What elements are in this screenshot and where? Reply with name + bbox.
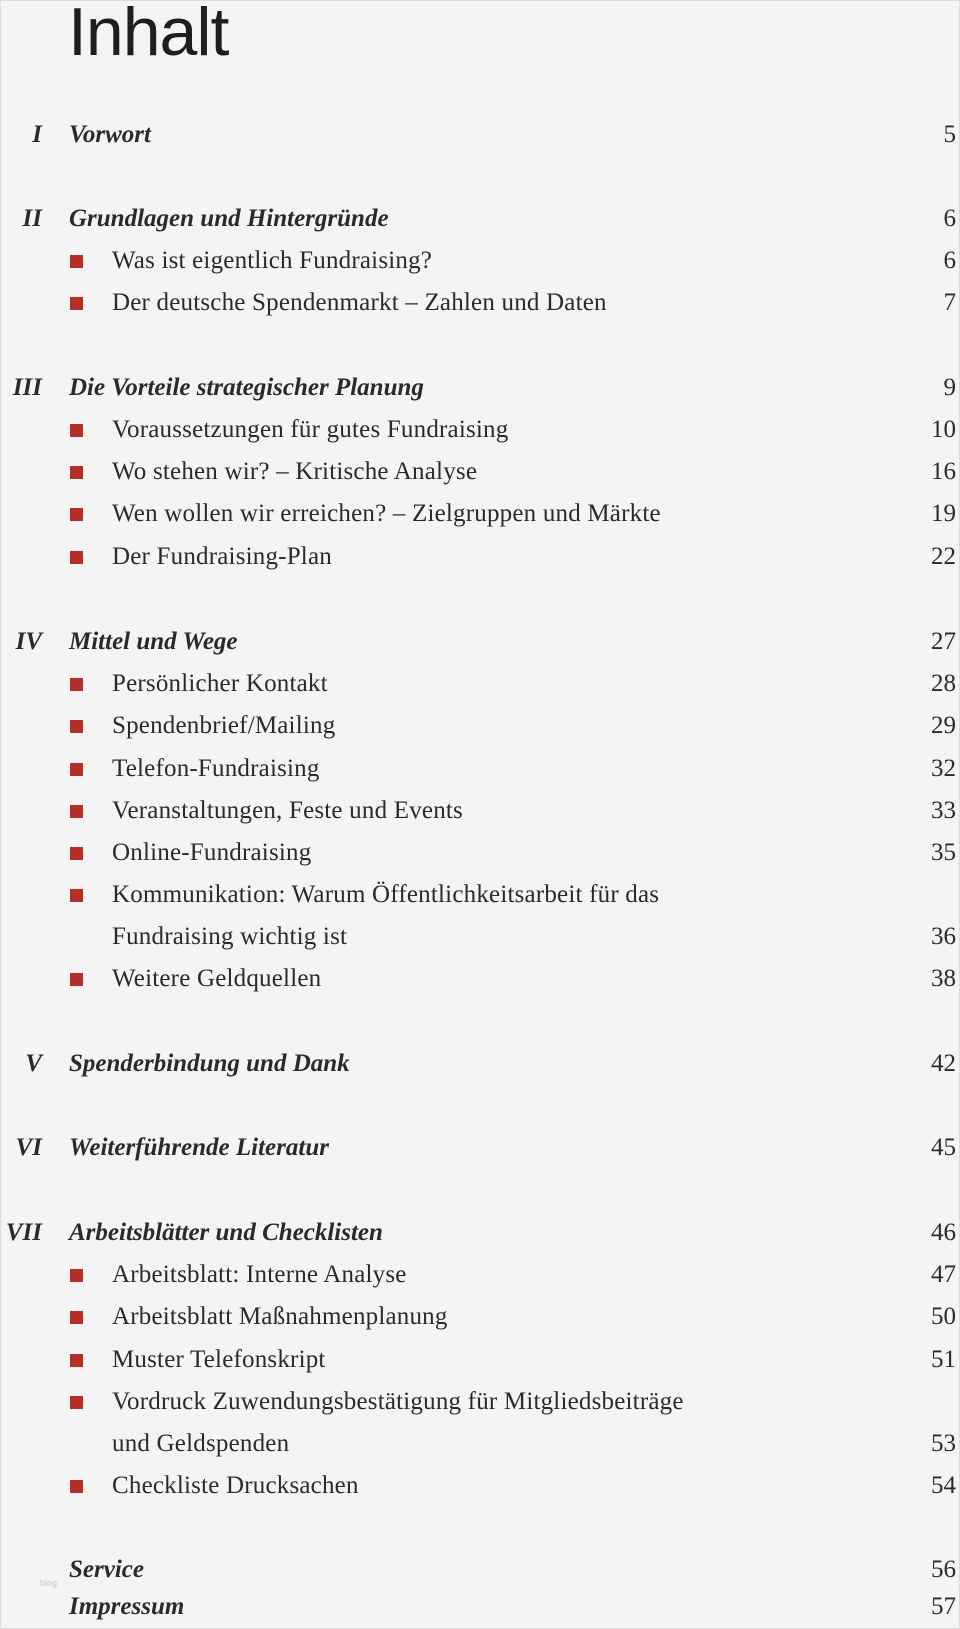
entry-title: Spendenbrief/Mailing bbox=[112, 712, 336, 739]
entry-title: Online-Fundraising bbox=[112, 839, 312, 866]
toc-entry[interactable] bbox=[0, 452, 960, 492]
toc-entry[interactable] bbox=[0, 706, 960, 746]
page-number: 42 bbox=[931, 1050, 956, 1077]
entry-title: Was ist eigentlich Fundraising? bbox=[112, 247, 433, 274]
bullet-square-icon bbox=[70, 255, 83, 268]
bullet-square-icon bbox=[70, 1480, 83, 1493]
entry-title-continuation: und Geldspenden bbox=[112, 1430, 290, 1457]
bullet-square-icon bbox=[70, 973, 83, 986]
toc-entry-continuation[interactable] bbox=[0, 917, 960, 957]
bullet-square-icon bbox=[70, 1269, 83, 1282]
page-number: 5 bbox=[943, 121, 956, 148]
toc-chapter[interactable] bbox=[0, 1213, 960, 1253]
entry-title: Voraussetzungen für gutes Fundraising bbox=[112, 416, 509, 443]
toc-entry[interactable] bbox=[0, 791, 960, 831]
watermark: blog bbox=[40, 1578, 58, 1588]
chapter-numeral: VII bbox=[5, 1219, 42, 1246]
bullet-square-icon bbox=[70, 297, 83, 310]
page-number: 7 bbox=[943, 289, 956, 316]
page-title: Inhalt bbox=[68, 0, 229, 70]
toc-chapter[interactable] bbox=[0, 1044, 960, 1084]
toc-entry[interactable] bbox=[0, 1340, 960, 1380]
entry-title: Telefon-Fundraising bbox=[112, 755, 320, 782]
page-number: 9 bbox=[943, 374, 956, 401]
chapter-title: Vorwort bbox=[69, 121, 151, 148]
chapter-numeral: VI bbox=[15, 1134, 42, 1161]
page-number: 50 bbox=[931, 1303, 956, 1330]
appendix-title: Service bbox=[69, 1556, 144, 1583]
entry-title: Veranstaltungen, Feste und Events bbox=[112, 797, 463, 824]
page-number: 46 bbox=[931, 1219, 956, 1246]
toc-chapter[interactable] bbox=[0, 115, 960, 155]
chapter-numeral: IV bbox=[15, 628, 42, 655]
chapter-numeral: V bbox=[25, 1050, 42, 1077]
chapter-title: Arbeitsblätter und Checklisten bbox=[69, 1219, 383, 1246]
bullet-square-icon bbox=[70, 847, 83, 860]
page-number: 36 bbox=[931, 923, 956, 950]
toc-entry[interactable] bbox=[0, 1382, 960, 1422]
chapter-title: Die Vorteile strategischer Planung bbox=[69, 374, 424, 401]
bullet-square-icon bbox=[70, 1396, 83, 1409]
page-number: 38 bbox=[931, 965, 956, 992]
entry-title: Kommunikation: Warum Öffentlichkeitsarbeit für das bbox=[112, 881, 660, 908]
bullet-square-icon bbox=[70, 424, 83, 437]
page-number: 57 bbox=[931, 1593, 956, 1620]
toc-entry[interactable] bbox=[0, 1466, 960, 1506]
entry-title: Arbeitsblatt Maßnahmenplanung bbox=[112, 1303, 448, 1330]
bullet-square-icon bbox=[70, 805, 83, 818]
page-number: 51 bbox=[931, 1346, 956, 1373]
entry-title: Persönlicher Kontakt bbox=[112, 670, 328, 697]
toc-entry[interactable] bbox=[0, 410, 960, 450]
entry-title: Checkliste Drucksachen bbox=[112, 1472, 359, 1499]
bullet-square-icon bbox=[70, 1311, 83, 1324]
chapter-numeral: III bbox=[12, 374, 42, 401]
page-number: 19 bbox=[931, 500, 956, 527]
toc-entry[interactable] bbox=[0, 1255, 960, 1295]
chapter-title: Spenderbindung und Dank bbox=[69, 1050, 350, 1077]
entry-title: Muster Telefonskript bbox=[112, 1346, 326, 1373]
toc-chapter[interactable] bbox=[0, 622, 960, 662]
page-number: 45 bbox=[931, 1134, 956, 1161]
page-number: 32 bbox=[931, 755, 956, 782]
toc-entry[interactable] bbox=[0, 749, 960, 789]
page-number: 29 bbox=[931, 712, 956, 739]
bullet-square-icon bbox=[70, 551, 83, 564]
toc-entry[interactable] bbox=[0, 494, 960, 534]
toc-entry[interactable] bbox=[0, 959, 960, 999]
toc-appendix-impressum[interactable] bbox=[0, 1587, 960, 1627]
toc-entry[interactable] bbox=[0, 875, 960, 915]
toc-entry[interactable] bbox=[0, 833, 960, 873]
page-number: 6 bbox=[943, 205, 956, 232]
toc-appendix-service[interactable] bbox=[0, 1550, 960, 1590]
page-number: 35 bbox=[931, 839, 956, 866]
page-number: 28 bbox=[931, 670, 956, 697]
chapter-title: Mittel und Wege bbox=[69, 628, 238, 655]
toc-entry[interactable] bbox=[0, 241, 960, 281]
entry-title: Der Fundraising-Plan bbox=[112, 543, 332, 570]
toc-chapter[interactable] bbox=[0, 1128, 960, 1168]
page-number: 6 bbox=[943, 247, 956, 274]
page-number: 56 bbox=[931, 1556, 956, 1583]
bullet-square-icon bbox=[70, 1354, 83, 1367]
bullet-square-icon bbox=[70, 889, 83, 902]
entry-title: Wo stehen wir? – Kritische Analyse bbox=[112, 458, 478, 485]
toc-entry[interactable] bbox=[0, 1297, 960, 1337]
appendix-title: Impressum bbox=[69, 1593, 185, 1620]
page-number: 47 bbox=[931, 1261, 956, 1288]
page-number: 10 bbox=[931, 416, 956, 443]
chapter-title: Grundlagen und Hintergründe bbox=[69, 205, 389, 232]
page-number: 53 bbox=[931, 1430, 956, 1457]
bullet-square-icon bbox=[70, 466, 83, 479]
bullet-square-icon bbox=[70, 763, 83, 776]
toc-chapter[interactable] bbox=[0, 199, 960, 239]
toc-entry[interactable] bbox=[0, 537, 960, 577]
page-number: 33 bbox=[931, 797, 956, 824]
page-number: 54 bbox=[931, 1472, 956, 1499]
toc-chapter[interactable] bbox=[0, 368, 960, 408]
chapter-numeral: II bbox=[22, 205, 42, 232]
page-number: 27 bbox=[931, 628, 956, 655]
toc-entry[interactable] bbox=[0, 664, 960, 704]
entry-title: Weitere Geldquellen bbox=[112, 965, 322, 992]
entry-title: Wen wollen wir erreichen? – Zielgruppen und Märkte bbox=[112, 500, 661, 527]
entry-title: Arbeitsblatt: Interne Analyse bbox=[112, 1261, 407, 1288]
bullet-square-icon bbox=[70, 678, 83, 691]
chapter-title: Weiterführende Literatur bbox=[69, 1134, 329, 1161]
entry-title: Vordruck Zuwendungsbestätigung für Mitgliedsbeiträge bbox=[112, 1388, 684, 1415]
entry-title: Der deutsche Spendenmarkt – Zahlen und Daten bbox=[112, 289, 607, 316]
entry-title-continuation: Fundraising wichtig ist bbox=[112, 923, 348, 950]
chapter-numeral: I bbox=[32, 121, 42, 148]
page-number: 16 bbox=[931, 458, 956, 485]
toc-entry-continuation[interactable] bbox=[0, 1424, 960, 1464]
toc-entry[interactable] bbox=[0, 283, 960, 323]
bullet-square-icon bbox=[70, 508, 83, 521]
page-number: 22 bbox=[931, 543, 956, 570]
bullet-square-icon bbox=[70, 720, 83, 733]
